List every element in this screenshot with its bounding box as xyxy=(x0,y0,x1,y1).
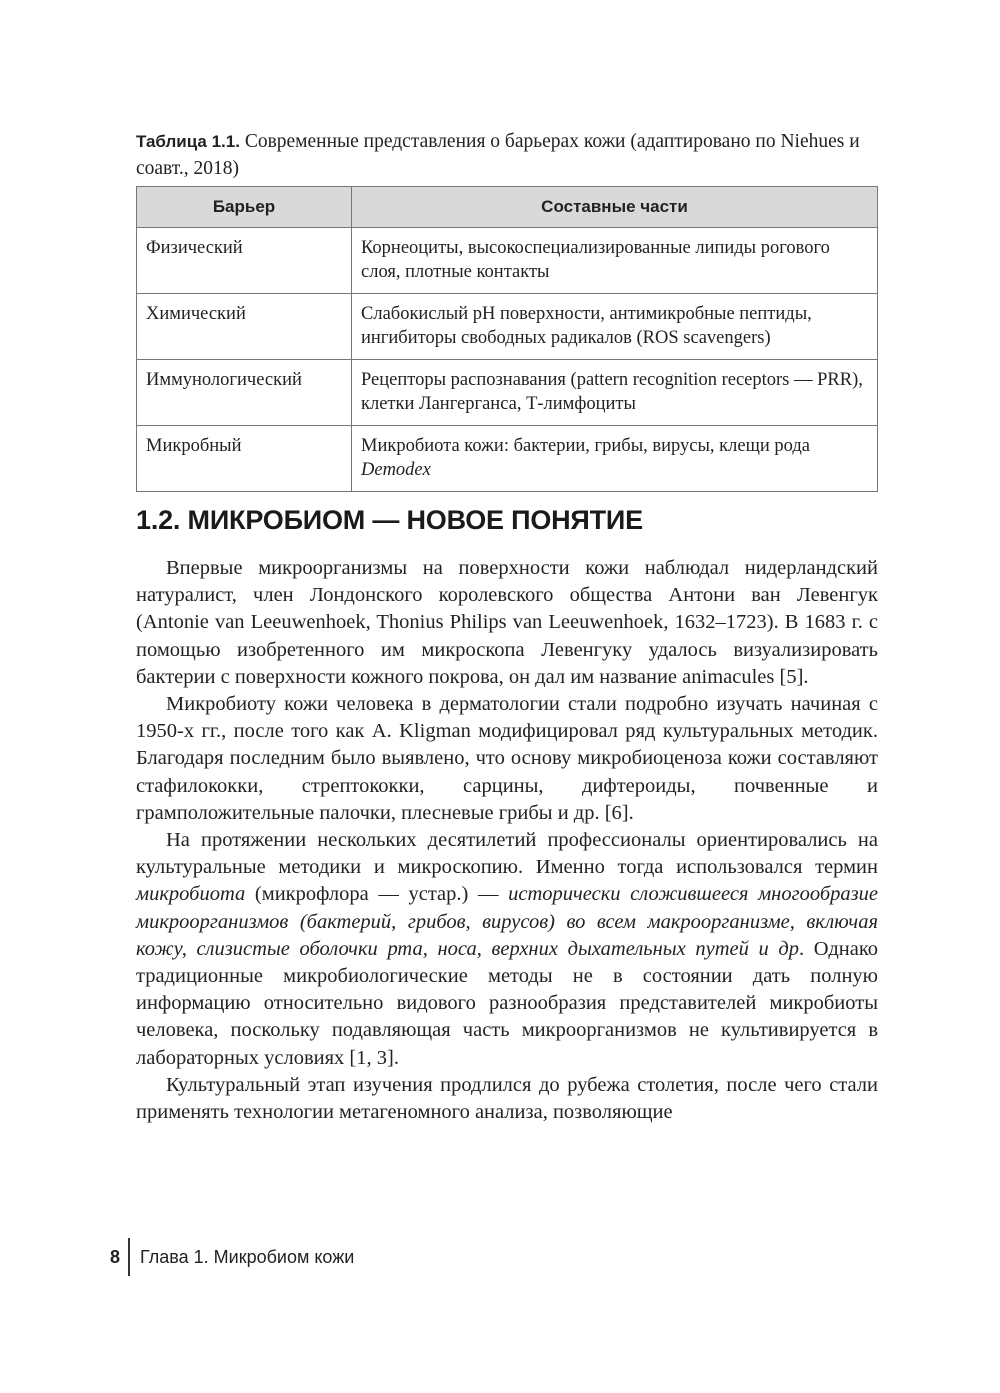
p3-text-1: На протяжении нескольких десятилетий профессионалы ориентировались на культуральные методики и микроскопию. Именно тогда использовался термин xyxy=(136,829,878,879)
p3-definition: исторически сложившееся многообразие микроорганизмов (бактерий, грибов, вирусов) во всем макроорганизме, включая кожу, слизистые оболочки рта, носа, верхних дыхательных путей и др xyxy=(136,883,878,960)
body-text xyxy=(136,555,878,1126)
chapter-title: Глава 1. Микробиом кожи xyxy=(140,1246,355,1267)
cell-barrier: Микробный xyxy=(137,426,352,492)
cell-components: Рецепторы распознавания (pattern recognition receptors — PRR), клетки Лангерганса, Т-лимфоциты xyxy=(352,360,878,426)
paragraph-1: Впервые микроорганизмы на поверхности кожи наблюдал нидерландский натуралист, член Лондонского королевского общества Антони ван Левенгук (Antonie van Leeuwenhoek, Thonius Philips van Leeuwenhoek, 1632–1723). В 1683 г. с помощью изобретенного им микроскопа Левенгуку удалось визуализировать бактерии с поверхности кожного покрова, он дал им название animacules [5]. xyxy=(136,557,878,688)
cell-components: Слабокислый pH поверхности, антимикробные пептиды, ингибиторы свободных радикалов (ROS scavengers) xyxy=(352,294,878,360)
table-caption-label: Таблица 1.1. xyxy=(136,132,240,151)
cell-barrier: Иммунологический xyxy=(137,360,352,426)
paragraph-4: Культуральный этап изучения продлился до рубежа столетия, после чего стали применять технологии метагеномного анализа, позволяющие xyxy=(136,1073,878,1124)
page-footer xyxy=(110,1238,354,1276)
page-number: 8 xyxy=(110,1246,121,1267)
cell-barrier: Физический xyxy=(137,228,352,294)
cell-components xyxy=(352,426,878,492)
components-italic: Demodex xyxy=(361,460,431,480)
barriers-table xyxy=(136,186,878,492)
p3-text-3: . Однако традиционные микробиологические методы не в состоянии дать полную информацию относительно видового разнообразия представителей микробиоты человека, поскольку подавляющая часть микроорганизмов не культивируется в лабораторных условиях [1, 3]. xyxy=(136,937,878,1069)
table-header-row xyxy=(137,187,878,228)
header-components: Составные части xyxy=(352,187,878,228)
paragraph-2: Микробиоту кожи человека в дерматологии стали подробно изучать начиная с 1950-х гг., после того как A. Kligman модифицировал ряд культуральных методик. Благодаря последним было выявлено, что основу микробиоценоза кожи составляют стафилококки, стрептококки, сарцины, дифтероиды, почвенные и грамположительные палочки, плесневые грибы и др. [6]. xyxy=(136,693,878,824)
section-heading: 1.2. МИКРОБИОМ — НОВОЕ ПОНЯТИЕ xyxy=(136,505,643,535)
components-text: Микробиота кожи: бактерии, грибы, вирусы, клещи рода xyxy=(361,436,810,456)
table-row xyxy=(137,426,878,492)
table-row xyxy=(137,360,878,426)
table-caption-text: Современные представления о барьерах кожи (адаптировано по Niehues и соавт., 2018) xyxy=(136,131,860,179)
p3-text-2: (микрофлора — устар.) — xyxy=(245,883,509,906)
paragraph-3 xyxy=(136,827,878,1072)
table-caption xyxy=(136,128,878,182)
cell-barrier: Химический xyxy=(137,294,352,360)
cell-components: Корнеоциты, высокоспециализированные липиды рогового слоя, плотные контакты xyxy=(352,228,878,294)
footer-divider xyxy=(128,1238,130,1276)
header-barrier: Барьер xyxy=(137,187,352,228)
p3-term: микробиота xyxy=(136,883,246,906)
table-row xyxy=(137,294,878,360)
table-row xyxy=(137,228,878,294)
